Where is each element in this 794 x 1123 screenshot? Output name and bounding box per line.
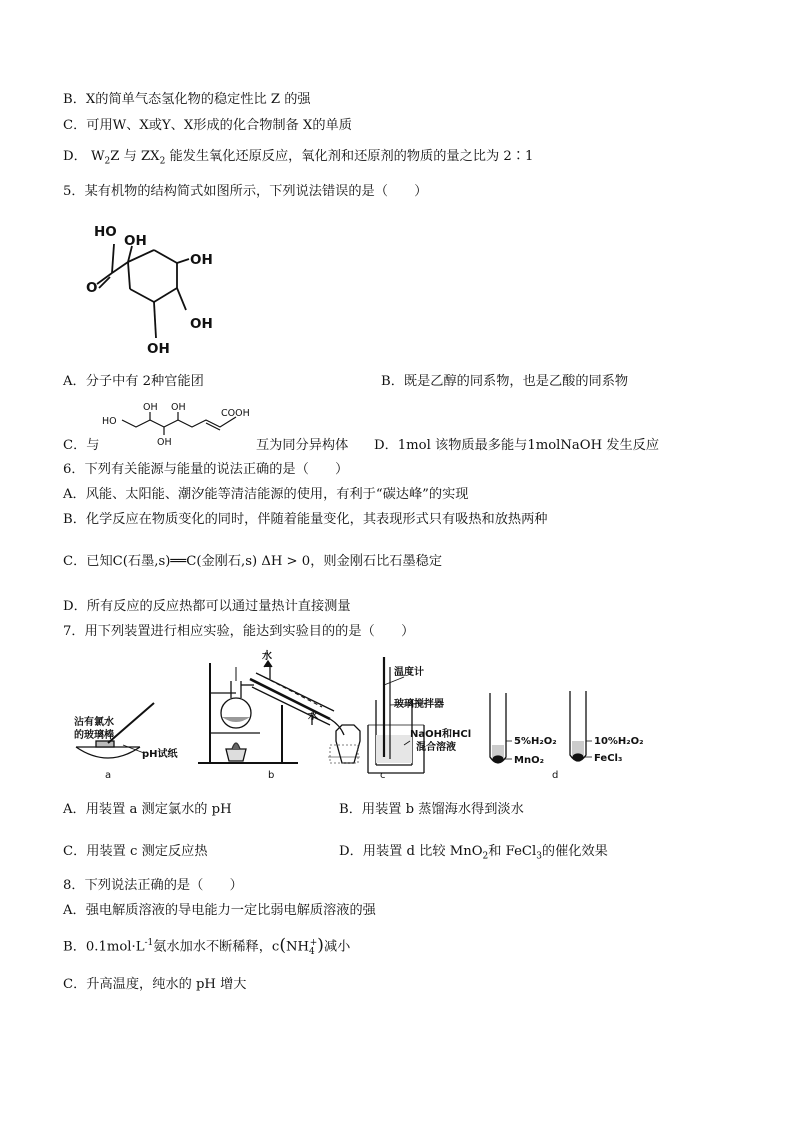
q8-option-b-post: 减小 [323,939,351,955]
q6-option-d: D．所有反应的反应热都可以通过量热计直接测量 [63,599,351,614]
q7-label-d: d [552,770,559,781]
q8-option-b-ion: NH [285,939,310,955]
q7-option-d-mid: 和 FeCl [488,844,537,859]
q4-option-b: B．X的简单气态氢化物的稳定性比 Z 的强 [63,92,311,107]
q7-option-b: B．用装置 b 蒸馏海水得到淡水 [339,802,524,817]
q5-c-oh3: OH [171,402,186,413]
q8-option-a: A．强电解质溶液的导电能力一定比弱电解质溶液的强 [63,903,376,918]
q5-option-c-text: 互为同分异构体 [256,438,349,453]
q7-b-water-1: 水 [262,651,272,662]
q7-d-h2o2-1: 5%H₂O₂ [514,736,557,747]
q8-option-b: B．$0.1mol\cdot L^{-1}$氨水加水不断稀释，$c(NH_4^+)$减小 [63,935,351,958]
q5-label-oh-right1: OH [190,252,213,268]
q7-a-label-3: pH试纸 [142,749,178,760]
q5-label-oh-bottom: OH [147,341,170,357]
q6-option-a: A．风能、太阳能、潮汐能等清洁能源的使用，有利于“碳达峰”的实现 [63,487,469,502]
q7-label-b: b [268,770,275,781]
q8-option-b-pre: B．0.1mol·L [63,939,145,955]
q5-label-o: O [86,280,98,296]
q4-option-c: C．可用W、X或Y、X形成的化合物制备 X的单质 [63,118,352,133]
q5-option-c-prefix: C．与 [63,438,100,453]
q7-d-h2o2-2: 10%H₂O₂ [594,736,644,747]
q5-option-c-structure [100,400,260,452]
q4-option-d-formula: $W_2Z$ 与 $ZX_2$ [90,149,166,167]
q5-option-b: B．既是乙醇的同系物，也是乙酸的同系物 [381,374,629,389]
q7-option-d: D．用装置 d 比较 MnO$_2$和 FeCl$_3$的催化效果 [339,844,608,862]
q5-label-oh-right2: OH [190,316,213,332]
q5-c-oh1: OH [143,402,158,413]
q7-option-d-pre: D．用装置 d 比较 MnO [339,844,483,859]
q5-c-oh2: OH [157,437,172,448]
q7-a-label-2: 的玻璃棒 [74,730,114,741]
q7-b-water-2: 水 [308,711,318,722]
q7-c-stirrer: 玻璃搅拌器 [394,699,444,710]
q7-apparatus-figure [68,645,648,785]
q6-option-c: C．已知C(石墨,s)══C(金刚石,s) ΔH > 0，则金刚石比石墨稳定 [63,554,443,569]
q6-stem: 6．下列有关能源与能量的说法正确的是（ ） [63,462,349,477]
q8-option-b-sup: -1 [144,938,154,948]
q4-option-d-prefix: D． [63,149,87,164]
q4-option-d-text: 能发生氧化还原反应，氧化剂和还原剂的物质的量之比为 2∶1 [169,149,534,164]
q7-a-label-1: 沾有氯水 [74,717,114,728]
q7-c-solution-1: NaOH和HCl [410,729,472,740]
q7-label-c: c [380,770,386,781]
q7-stem: 7．用下列装置进行相应实验，能达到实验目的的是（ ） [63,624,415,639]
q7-c-solution-2: 混合溶液 [416,742,456,753]
q7-label-a: a [105,770,112,781]
q8-option-c: C．升高温度，纯水的 pH 增大 [63,977,247,992]
q7-d-catalyst-2: FeCl₃ [594,753,623,764]
q8-option-b-mid: 氨水加水不断稀释，c [153,939,280,955]
q7-option-a: A．用装置 a 测定氯水的 pH [63,802,232,817]
q7-d-catalyst-1: MnO₂ [514,755,544,766]
q5-label-oh-top: OH [124,233,147,249]
q5-c-ho: HO [102,416,117,427]
q6-option-b: B．化学反应在物质变化的同时，伴随着能量变化，其表现形式只有吸热和放热两种 [63,512,548,527]
q5-option-d: D．1mol 该物质最多能与1molNaOH 发生反应 [374,438,660,453]
q5-label-ho: HO [94,224,117,240]
q7-c-thermometer: 温度计 [394,667,424,678]
q7-option-c: C．用装置 c 测定反应热 [63,844,208,859]
q7-option-d-post: 的催化效果 [541,844,608,859]
q4-option-d [63,148,533,171]
q8-stem: 8．下列说法正确的是（ ） [63,878,243,893]
q5-c-cooh: COOH [221,408,250,419]
q5-option-a: A．分子中有 2种官能团 [63,374,204,389]
q5-stem: 5．某有机物的结构简式如图所示，下列说法错误的是（ ） [63,184,428,199]
q5-structure-diagram [80,218,230,360]
